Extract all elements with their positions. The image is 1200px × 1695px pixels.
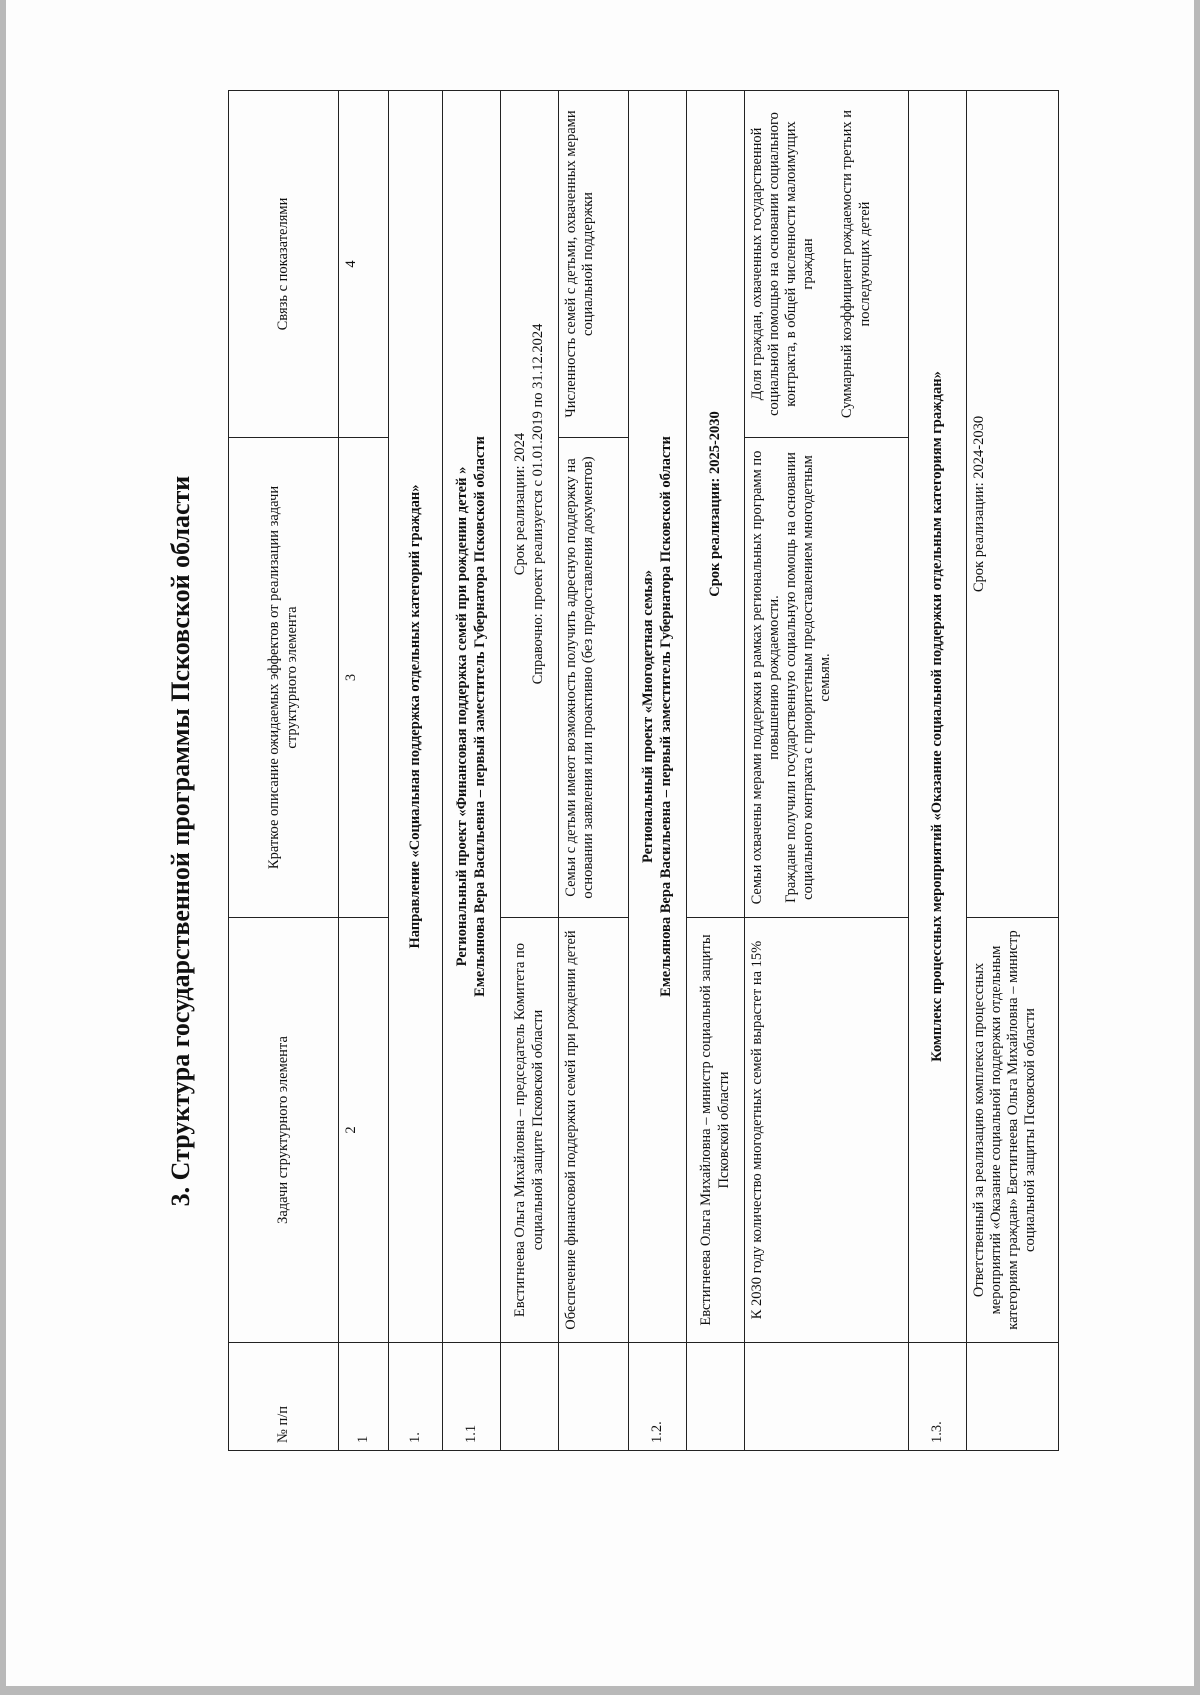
project-1-1-indicator: Численность семей с детьми, охваченных мерами социальной поддержки xyxy=(559,91,629,438)
project-1-1-number: 1.1 xyxy=(443,1343,501,1451)
complex-1-3-period: Срок реализации: 2024-2030 xyxy=(967,91,1059,918)
empty-cell xyxy=(687,1343,745,1451)
header-cell-number: № п/п xyxy=(229,1343,339,1451)
empty-cell xyxy=(501,1343,559,1451)
project-1-2-title: Региональный проект «Многодетная семья» xyxy=(640,570,657,863)
empty-cell xyxy=(967,1343,1059,1451)
header-number-4: 4 xyxy=(339,91,389,438)
project-1-2-task: К 2030 году количество многодетных семей вырастет на 15% xyxy=(745,918,909,1343)
project-1-1-effect: Семьи с детьми имеют возможность получить адресную поддержку на основании заявления или проактивно (без предоставления документов) xyxy=(559,438,629,918)
project-1-2-title-row xyxy=(629,91,687,1451)
project-1-1-task-row xyxy=(559,91,629,1451)
section-number: 1. xyxy=(389,1343,443,1451)
project-1-1-period: Срок реализации: 2024 xyxy=(512,432,529,576)
complex-1-3-title: Комплекс процессных мероприятий «Оказание социальной поддержки отдельным категориям граждан» xyxy=(909,91,967,1343)
header-number-3: 3 xyxy=(339,438,389,918)
project-1-2-effects xyxy=(745,438,909,918)
project-1-1-title-cell xyxy=(443,91,501,1343)
project-1-1-period-cell xyxy=(501,91,559,918)
spacer xyxy=(817,98,839,430)
header-numbers-row xyxy=(339,91,389,1451)
project-1-1-period-note: Справочно: проект реализуется с 01.01.2019 по 31.12.2024 xyxy=(529,323,546,685)
structure-table xyxy=(228,90,1059,1451)
header-number-1: 1 xyxy=(339,1343,389,1451)
project-1-1-task: Обеспечение финансовой поддержки семей при рождении детей xyxy=(559,918,629,1343)
empty-cell xyxy=(745,1343,909,1451)
project-1-1-title: Региональный проект «Финансовая поддержка семей при рождении детей » xyxy=(454,466,471,967)
complex-1-3-responsible: Ответственный за реализацию комплекса процессных мероприятий «Оказание социальной поддержки отдельным категориям граждан» Евстигнеева Ольга Михайловна – министр социальной защиты Псковской области xyxy=(967,918,1059,1343)
project-1-1-responsible: Евстигнеева Ольга Михайловна – председатель Комитета по социальной защите Псковской области xyxy=(501,918,559,1343)
project-1-2-responsible: Евстигнеева Ольга Михайловна – министр социальной защиты Псковской области xyxy=(687,918,745,1343)
project-1-2-indicators xyxy=(745,91,909,438)
project-1-2-effect-1: Семьи охвачены мерами поддержки в рамках региональных программ по повышению рождаемости. xyxy=(749,450,783,905)
rotated-page-content xyxy=(6,0,1194,1686)
project-1-2-title-cell xyxy=(629,91,687,1343)
header-cell-effect: Краткое описание ожидаемых эффектов от реализации задачи структурного элемента xyxy=(229,438,339,918)
header-cell-indicator: Связь с показателями xyxy=(229,91,339,438)
complex-1-3-number: 1.3. xyxy=(909,1343,967,1451)
project-1-2-responsible-row xyxy=(687,91,745,1451)
project-1-2-task-row xyxy=(745,91,909,1451)
project-1-2-period: Срок реализации: 2025-2030 xyxy=(687,91,745,918)
header-row xyxy=(229,91,339,1451)
project-1-2-effect-2: Граждане получили государственную социальную помощь на основании социального контракта с приоритетным предоставлением многодетным семьям. xyxy=(783,452,834,903)
project-1-1-title-row xyxy=(443,91,501,1451)
complex-1-3-title-row xyxy=(909,91,967,1451)
project-1-2-number: 1.2. xyxy=(629,1343,687,1451)
project-1-2-curator: Емельянова Вера Васильевна – первый заместитель Губернатора Псковской области xyxy=(657,436,674,997)
header-cell-task: Задачи структурного элемента xyxy=(229,918,339,1343)
section-title: Направление «Социальная поддержка отдельных категорий граждан» xyxy=(389,91,443,1343)
project-1-1-responsible-row xyxy=(501,91,559,1451)
project-1-2-indicator-2: Суммарный коэффициент рождаемости третьих и последующих детей xyxy=(839,109,873,419)
empty-cell xyxy=(559,1343,629,1451)
project-1-2-indicator-1: Доля граждан, охваченных государственной социальной помощью на основании социального контракта, в общей численности малоимущих граждан xyxy=(749,112,817,416)
page-title: 3. Структура государственной программы Псковской области xyxy=(166,475,195,1207)
document-page xyxy=(6,0,1194,1686)
header-number-2: 2 xyxy=(339,918,389,1343)
project-1-1-curator: Емельянова Вера Васильевна – первый заместитель Губернатора Псковской области xyxy=(471,436,488,997)
section-row xyxy=(389,91,443,1451)
complex-1-3-responsible-row xyxy=(967,91,1059,1451)
